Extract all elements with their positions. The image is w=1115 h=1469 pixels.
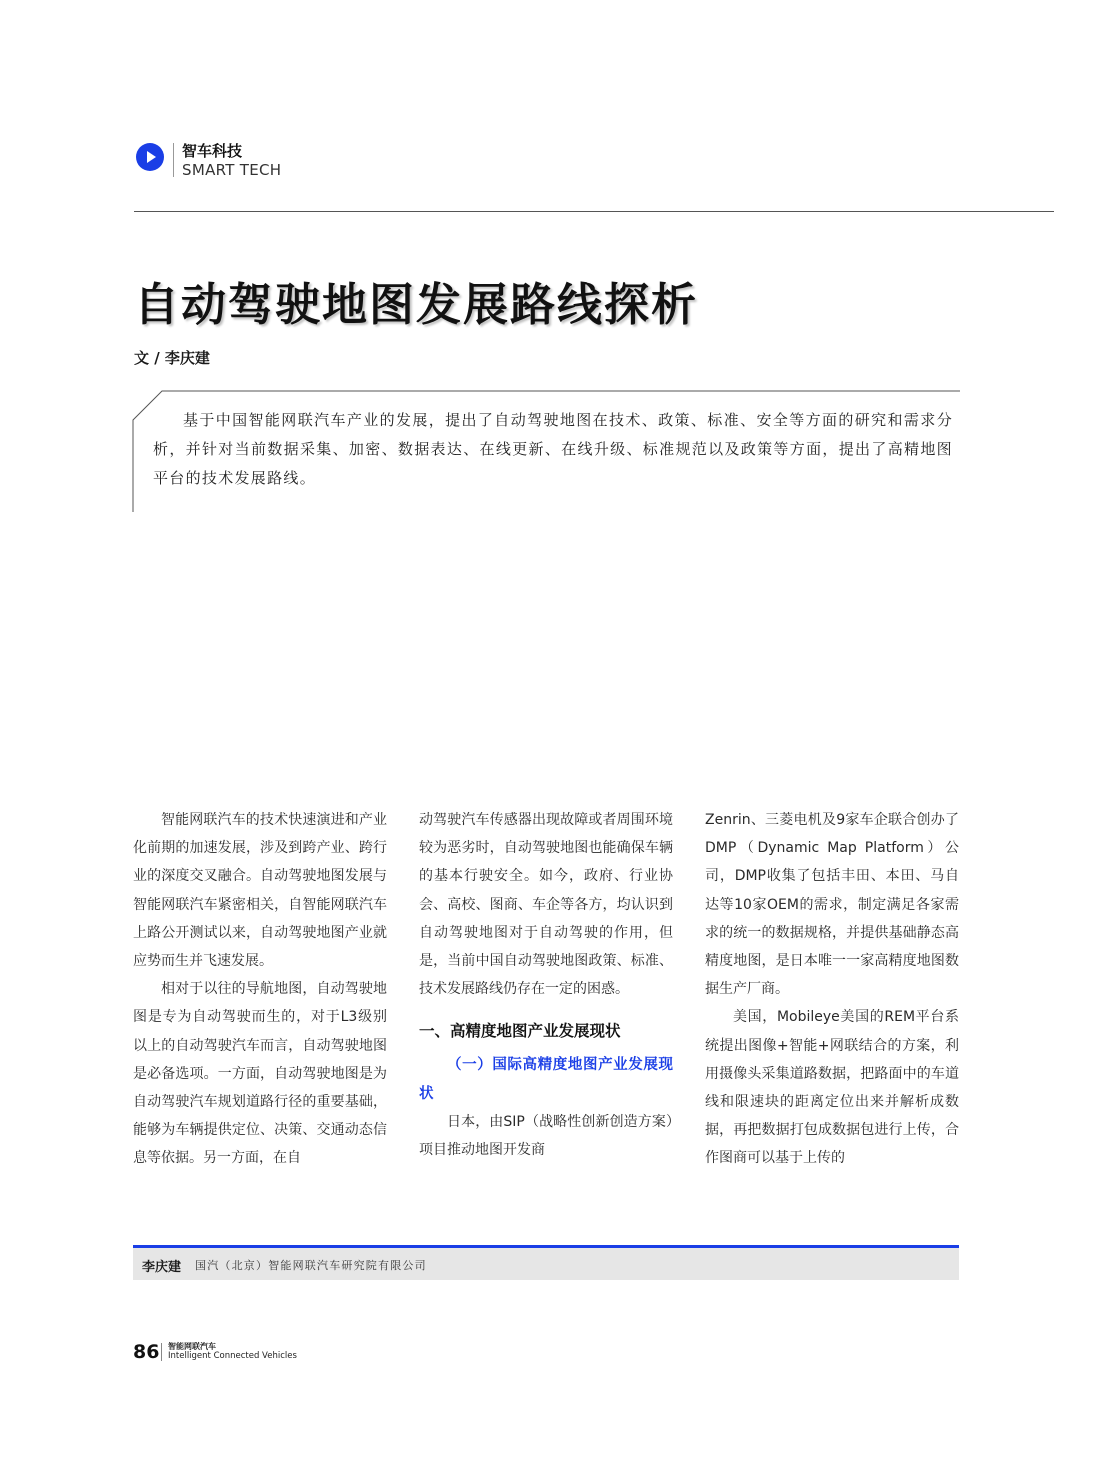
subsection-heading: （一）国际高精度地图产业发展现状	[419, 1057, 673, 1102]
top-rule	[134, 211, 1054, 212]
paragraph: Zenrin、三菱电机及9家车企联合创办了DMP（Dynamic Map Platform）公司，DMP收集了包括丰田、本田、马自达等10家OEM的需求，制定满足各家需求的统一的数据规格，并提供基础静态高精度地图，是日本唯一一家高精度地图数据生产厂商。	[705, 812, 959, 998]
body-column-1	[133, 806, 387, 1232]
paragraph: 动驾驶汽车传感器出现故障或者周围环境较为恶劣时，自动驾驶地图也能确保车辆的基本行驶安全。如今，政府、行业协会、高校、图商、车企等各方，均认识到自动驾驶地图对于自动驾驶的作用，但是，当前中国自动驾驶地图政策、标准、技术发展路线仍存在一定的困惑。	[419, 812, 673, 998]
page-number: 86	[133, 1341, 160, 1363]
author-affiliation: 国汽（北京）智能网联汽车研究院有限公司	[195, 1259, 427, 1272]
paragraph: 相对于以往的导航地图，自动驾驶地图是专为自动驾驶而生的，对于L3级别以上的自动驾驶汽车而言，自动驾驶地图是必备选项。一方面，自动驾驶地图是为自动驾驶汽车规划道路行径的重要基础，能够为车辆提供定位、决策、交通动态信息等依据。另一方面，在自	[133, 981, 387, 1167]
page-number-divider	[161, 1343, 162, 1361]
paragraph: 智能网联汽车的技术快速演进和产业化前期的加速发展，涉及到跨产业、跨行业的深度交叉融合。自动驾驶地图发展与智能网联汽车紧密相关，自智能网联汽车上路公开测试以来，自动驾驶地图产业就应势而生并飞速发展。	[133, 812, 387, 970]
magazine-name-en: Intelligent Connected Vehicles	[168, 1351, 297, 1361]
paragraph: 日本，由SIP（战略性创新创造方案）项目推动地图开发商	[419, 1113, 673, 1159]
author-info-box	[133, 1248, 959, 1280]
article-byline: 文 / 李庆建	[134, 349, 210, 367]
body-column-2	[419, 806, 673, 1232]
author-name: 李庆建	[142, 1260, 182, 1275]
header-divider	[173, 143, 174, 177]
section-title-cn: 智车科技	[182, 142, 243, 160]
article-title: 自动驾驶地图发展路线探析	[134, 278, 699, 331]
paragraph: 美国，Mobileye美国的REM平台系统提出图像+智能+网联结合的方案，利用摄像头采集道路数据，把路面中的车道线和限速块的距离定位出来并解析成数据，再把数据打包成数据包进行上传，合作图商可以基于上传的	[705, 1009, 959, 1167]
play-icon	[136, 143, 164, 171]
section-heading: 一、高精度地图产业发展现状	[419, 1022, 621, 1041]
body-column-3	[705, 806, 959, 1232]
magazine-name-cn: 智能网联汽车	[168, 1342, 216, 1351]
section-title-en: SMART TECH	[182, 161, 282, 179]
abstract: 基于中国智能网联汽车产业的发展，提出了自动驾驶地图在技术、政策、标准、安全等方面的研究和需求分析，并针对当前数据采集、加密、数据表达、在线更新、在线升级、标准规范以及政策等方面，提出了高精地图平台的技术发展路线。	[153, 411, 953, 487]
